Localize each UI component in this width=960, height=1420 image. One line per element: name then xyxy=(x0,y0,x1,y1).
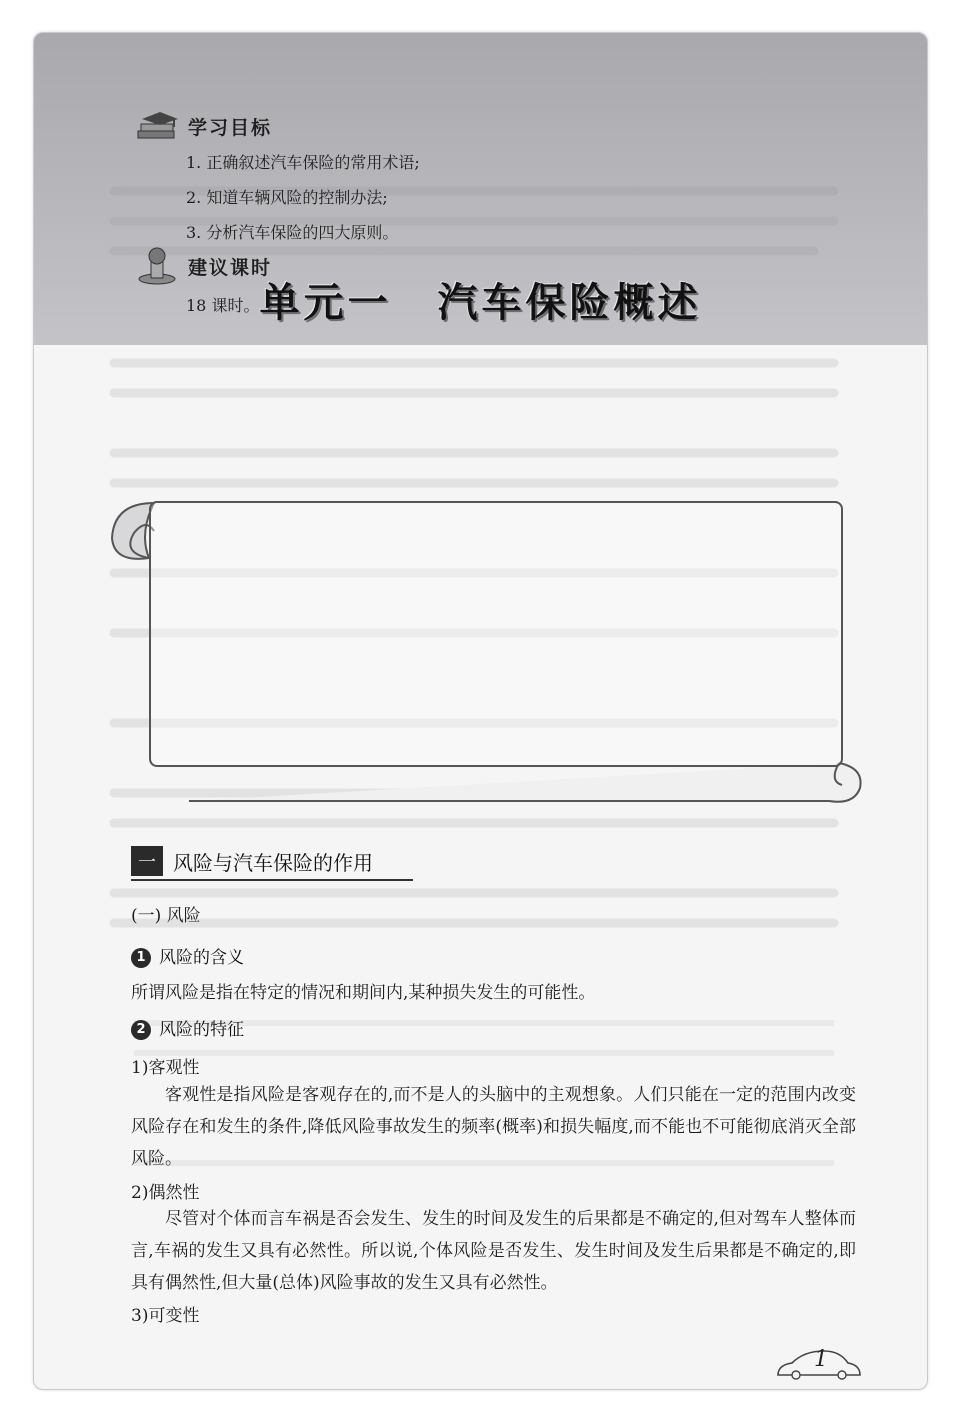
subsection-heading: (一) 风险 xyxy=(131,906,201,926)
risk-features-title: 风险的特征 xyxy=(159,1020,244,1040)
section-title: 风险与汽车保险的作用 xyxy=(173,850,373,875)
scroll-body xyxy=(149,501,843,767)
section-underline xyxy=(131,879,413,881)
feature-paragraph: 尽管对个体而言车祸是否会发生、发生的时间及发生的后果都是不确定的,但对驾车人整体而言,车祸的发生又具有必然性。所以说,个体风险是否发生、发生时间及发生后果都是不确定的,即具有偶然性,但大量(总体)风险事故的发生又具有必然性。 xyxy=(131,1209,856,1293)
objectives-heading xyxy=(134,109,272,143)
page-number: 1 xyxy=(814,1347,828,1372)
objective-item: 1. 正确叙述汽车保险的常用术语; xyxy=(186,153,420,172)
objectives-list xyxy=(186,145,420,250)
learning-objectives-scroll xyxy=(94,463,864,813)
hours-value: 18 课时。 xyxy=(186,296,260,315)
risk-features-heading xyxy=(131,1015,244,1040)
feature-label: 2)偶然性 xyxy=(131,1183,200,1203)
objectives-title: 学习目标 xyxy=(188,116,273,139)
number-badge: 1 xyxy=(131,948,151,968)
book-stack-icon xyxy=(134,109,180,143)
section-number: 一 xyxy=(131,846,163,876)
number-badge: 2 xyxy=(131,1020,151,1040)
risk-definition-text: 所谓风险是指在特定的情况和期间内,某种损失发生的可能性。 xyxy=(131,983,596,1003)
hours-heading xyxy=(134,246,272,286)
book-page xyxy=(33,32,928,1390)
objective-item: 3. 分析汽车保险的四大原则。 xyxy=(186,223,399,242)
hours-title: 建议课时 xyxy=(188,256,273,279)
stamp-icon xyxy=(134,246,180,286)
feature-label: 3)可变性 xyxy=(131,1306,200,1326)
feature-paragraph: 客观性是指风险是客观存在的,而不是人的头脑中的主观想象。人们只能在一定的范围内改变风险存在和发生的条件,降低风险事故发生的频率(概率)和损失幅度,而不能也不可能彻底消灭全部风险。 xyxy=(131,1085,856,1169)
risk-definition-title: 风险的含义 xyxy=(159,948,244,968)
section-heading xyxy=(131,845,373,877)
risk-definition-heading xyxy=(131,943,244,968)
unit-title-number: 单元一 xyxy=(259,280,392,326)
feature-label: 1)客观性 xyxy=(131,1058,200,1078)
objective-item: 2. 知道车辆风险的控制办法; xyxy=(186,188,388,207)
unit-title-text: 汽车保险概述 xyxy=(437,280,702,326)
